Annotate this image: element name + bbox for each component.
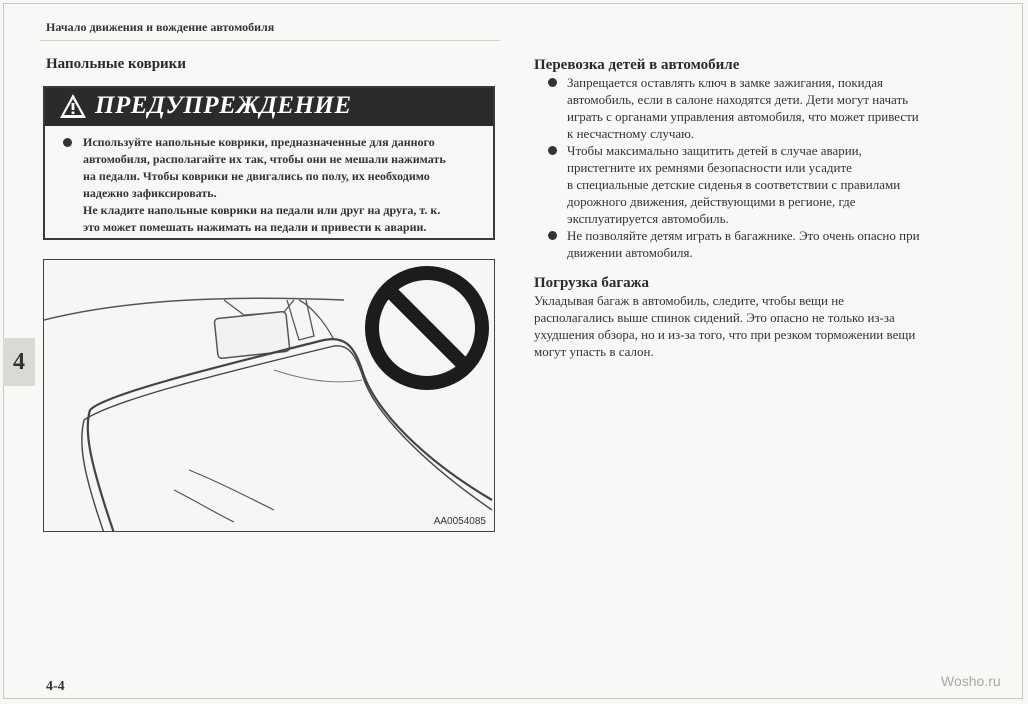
warning-line: надежно зафиксировать.: [83, 186, 217, 200]
children-list: [534, 74, 984, 261]
section-title-cargo: Погрузка багажа: [534, 275, 650, 291]
list-line: пристегните их ремнями безопасности или усадите: [567, 160, 852, 175]
cargo-line: располагались выше спинок сидений. Это опасно не только из-за: [534, 310, 895, 325]
warning-line: Используйте напольные коврики, предназначенные для данного: [83, 135, 435, 149]
list-line: Запрещается оставлять ключ в замке зажигания, покидая: [567, 75, 883, 90]
warning-paragraph: [63, 134, 483, 236]
cargo-line: ухудшения обзора, но и из-за того, что при резком торможении вещи: [534, 327, 916, 342]
list-line: автомобиль, если в салоне находятся дети. Дети могут начать: [567, 92, 909, 107]
section-title-children: Перевозка детей в автомобиле: [534, 57, 740, 73]
page-number: 4-4: [46, 679, 65, 694]
warning-title: ПРЕДУПРЕЖДЕНИЕ: [95, 92, 352, 119]
bullet-icon: [548, 78, 557, 87]
list-line: Не позволяйте детям играть в багажнике. Это очень опасно при: [567, 228, 920, 243]
image-code: AA0054085: [433, 516, 486, 527]
warning-line: Не кладите напольные коврики на педали или друг на друга, т. к.: [83, 203, 441, 217]
section-title-floor-mats: Напольные коврики: [46, 56, 186, 72]
list-line: эксплуатируется автомобиль.: [567, 211, 729, 226]
cargo-paragraph: [534, 292, 984, 360]
list-line: дорожного движения, действующими в регионе, где: [567, 194, 856, 209]
bullet-icon: [63, 138, 72, 147]
warning-header-bar: [45, 88, 493, 126]
running-header: Начало движения и вождение автомобиля: [46, 20, 275, 34]
header-divider: [40, 40, 500, 41]
cargo-line: могут упасть в салон.: [534, 344, 654, 359]
warning-line: автомобиля, располагайте их так, чтобы они не мешали нажимать: [83, 152, 446, 166]
list-item: [534, 227, 984, 261]
right-column: [534, 56, 984, 360]
warning-triangle-icon: [59, 93, 87, 119]
warning-line: это может помешать нажимать на педали и привести к аварии.: [83, 220, 427, 234]
warning-body: [63, 134, 483, 236]
floor-mat-drawing: [44, 260, 495, 532]
warning-line: на педали. Чтобы коврики не двигались по полу, их необходимо: [83, 169, 430, 183]
list-line: к несчастному случаю.: [567, 126, 695, 141]
cargo-line: Укладывая багаж в автомобиль, следите, чтобы вещи не: [534, 293, 844, 308]
list-line: Чтобы максимально защитить детей в случае аварии,: [567, 143, 862, 158]
list-item: [534, 74, 984, 142]
warning-box: [43, 86, 495, 240]
bullet-icon: [548, 146, 557, 155]
list-item: [534, 142, 984, 227]
list-line: играть с органами управления автомобиля, что может привести: [567, 109, 919, 124]
watermark: Wosho.ru: [941, 673, 1001, 689]
floor-mat-illustration: [43, 259, 495, 532]
chapter-tab: 4: [3, 338, 35, 386]
list-line: движении автомобиля.: [567, 245, 693, 260]
list-line: в специальные детские сиденья в соответствии с правилами: [567, 177, 901, 192]
bullet-icon: [548, 231, 557, 240]
